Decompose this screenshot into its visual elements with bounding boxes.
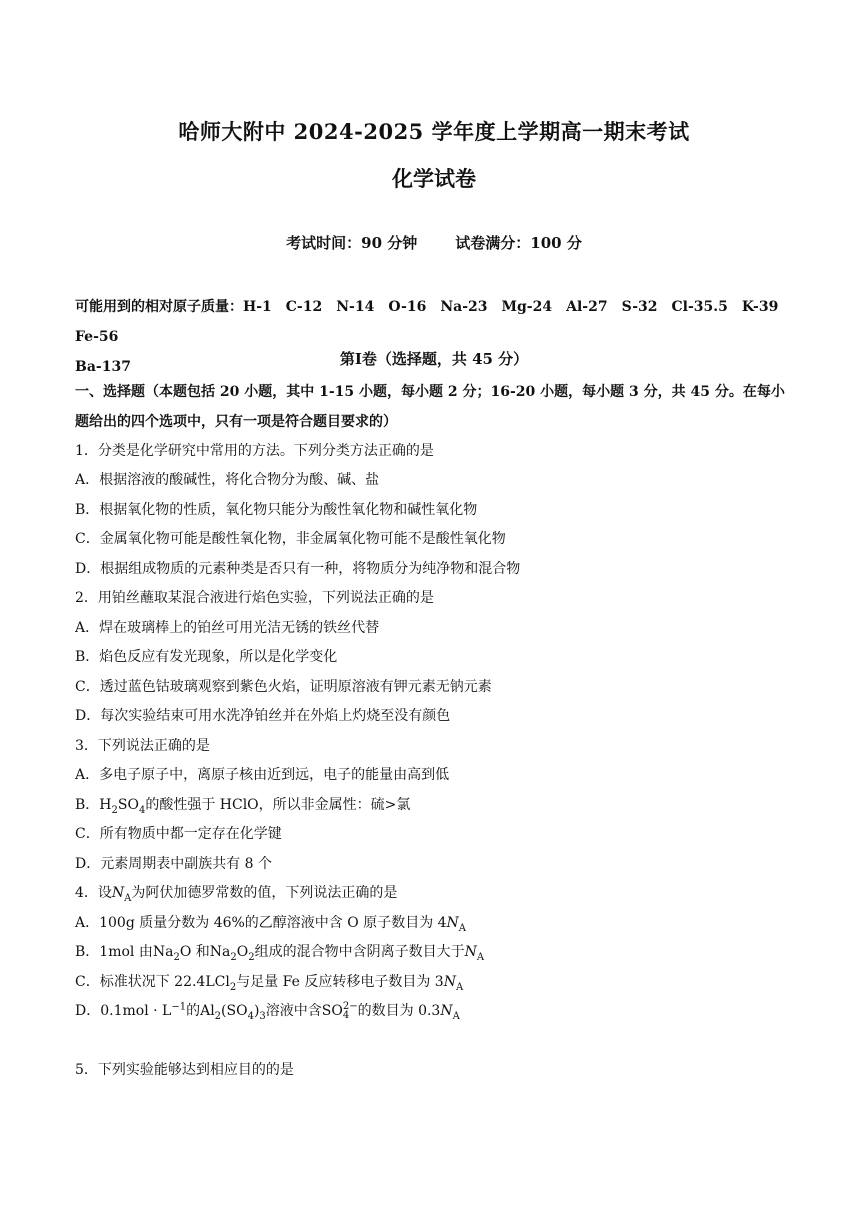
mass-mg: Mg-24 xyxy=(501,299,553,315)
mass-s: S-32 xyxy=(621,299,658,315)
q1-stem: 1．分类是化学研究中常用的方法。下列分类方法正确的是 xyxy=(75,443,434,459)
q3-option-a: A．多电子原子中，离原子核由近到远，电子的能量由高到低 xyxy=(75,767,450,783)
q5-stem: 5．下列实验能够达到相应目的的是 xyxy=(75,1062,294,1078)
q4-option-d: D．$0.1mol \cdot L^{-1}$的$Al_2(SO_4)_3$溶液中含SO 2− 4 的数目为 $0.3N_A$ xyxy=(75,1001,460,1022)
mass-fe: Fe-56 xyxy=(75,329,119,345)
q2-option-a: A．焊在玻璃棒上的铂丝可用光洁无锈的铁丝代替 xyxy=(75,620,380,636)
q4-option-a: A．100g 质量分数为 46%的乙醇溶液中含 O 原子数目为 $4N_A$ xyxy=(75,915,467,934)
q2-option-d: D．每次实验结束可用水洗净铂丝并在外焰上灼烧至没有颜色 xyxy=(75,708,451,724)
exam-score: 试卷满分：100 分 xyxy=(455,234,582,252)
q2-stem: 2．用铂丝蘸取某混合液进行焰色实验，下列说法正确的是 xyxy=(75,590,434,606)
q2-option-b: B．焰色反应有发光现象，所以是化学变化 xyxy=(75,649,338,665)
mass-al: Al-27 xyxy=(566,299,608,315)
mass-cl: Cl-35.5 xyxy=(671,299,728,315)
mass-k: K-39 xyxy=(741,299,779,315)
q1-option-c: C．金属氧化物可能是酸性氧化物，非金属氧化物可能不是酸性氧化物 xyxy=(75,531,506,547)
section-instruction: 一、选择题（本题包括 20 小题，其中 1-15 小题，每小题 2 分；16-20 小题，每小题 3 分，共 45 分。在每小题给出的四个选项中，只有一项是符合题目要求的） xyxy=(75,384,785,430)
q3-option-c: C．所有物质中都一定存在化学键 xyxy=(75,826,282,842)
exam-info xyxy=(0,232,868,253)
q1-option-b: B．根据氧化物的性质，氧化物只能分为酸性氧化物和碱性氧化物 xyxy=(75,502,478,518)
atomic-masses-label: 可能用到的相对原子质量： xyxy=(75,299,243,315)
q2-option-c: C．透过蓝色钴玻璃观察到紫色火焰，证明原溶液有钾元素无钠元素 xyxy=(75,679,492,695)
q1-option-a: A．根据溶液的酸碱性，将化合物分为酸、碱、盐 xyxy=(75,472,380,488)
mass-ba: Ba-137 xyxy=(75,359,131,375)
q3-option-b: B．$H_2SO_4$的酸性强于 HClO，所以非金属性：硫>氯 xyxy=(75,797,411,816)
mass-o: O-16 xyxy=(388,299,427,315)
mass-c: C-12 xyxy=(285,299,323,315)
q4-stem: 4．设$N_A$为阿伏加德罗常数的值，下列说法正确的是 xyxy=(75,885,398,904)
q1-option-d: D．根据组成物质的元素种类是否只有一种，将物质分为纯净物和混合物 xyxy=(75,561,521,577)
exam-time: 考试时间：90 分钟 xyxy=(286,234,418,252)
q4-option-c: C．标准状况下 22.4LCl$_2$与足量 Fe 反应转移电子数目为 $3N_A$ xyxy=(75,974,464,993)
q3-option-d: D．元素周期表中副族共有 8 个 xyxy=(75,856,273,872)
mass-na: Na-23 xyxy=(440,299,488,315)
exam-subtitle: 化学试卷 xyxy=(392,166,476,191)
q3-stem: 3．下列说法正确的是 xyxy=(75,738,210,754)
section-title: 第Ⅰ卷（选择题，共 45 分） xyxy=(339,350,529,368)
mass-h: H-1 xyxy=(243,299,272,315)
q4-option-b: B．1mol 由$Na_2O$ 和$Na_2O_2$组成的混合物中含阴离子数目大于$N_A$ xyxy=(75,944,485,963)
mass-n: N-14 xyxy=(336,299,375,315)
exam-title: 哈师大附中 2024-2025 学年度上学期高一期末考试 xyxy=(178,119,690,144)
